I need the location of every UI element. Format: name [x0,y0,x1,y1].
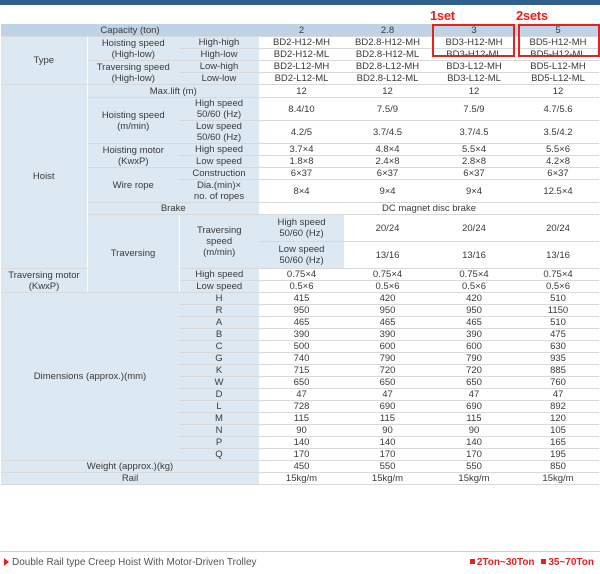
dimension-value: 650 [259,377,344,389]
speed-value: 3.7/4.5 [431,121,517,144]
speed-value: 13/16 [431,242,517,269]
maxlift-row [1,85,599,98]
maxlift-label: Max.lift (m) [87,85,259,98]
model-code: BD2.8-H12-MH [344,37,431,49]
speed-sub-label: Low speed 50/60 (Hz) [259,242,344,269]
motor-value: 0.5×6 [517,281,599,293]
traversing-speed-label: Traversing speed (High-low) [87,61,179,85]
speed-value: 8.4/10 [259,98,344,121]
speed-value: 20/24 [344,215,431,242]
dimension-value: 690 [431,401,517,413]
speed-mode-label: High-low [179,49,259,61]
dimension-value: 390 [431,329,517,341]
hoisting-motor-label: Hoisting motor (KwxP) [87,144,179,168]
dimension-value: 950 [344,305,431,317]
speed-value: 4.7/5.6 [517,98,599,121]
speed-value: 4.2/5 [259,121,344,144]
footer-bar [0,551,600,574]
dimension-key: H [179,293,259,305]
dimension-value: 165 [517,437,599,449]
dimension-value: 140 [259,437,344,449]
dimension-value: 510 [517,317,599,329]
dimension-value: 1150 [517,305,599,317]
wire-value: 6×37 [431,168,517,180]
maxlift-value: 12 [344,85,431,98]
dimension-value: 475 [517,329,599,341]
speed-sub-label: High speed 50/60 (Hz) [179,98,259,121]
motor-value: 3.7×4 [259,144,344,156]
motor-sub-label: High speed [179,269,259,281]
dimension-key: L [179,401,259,413]
footer-range-1: 2Ton~30Ton [476,557,535,568]
motor-value: 2.8×8 [431,156,517,168]
dimension-key: C [179,341,259,353]
square-bullet-icon [541,559,546,564]
dimension-value: 90 [259,425,344,437]
footer-range-legend [466,557,594,568]
wire-value: 6×37 [517,168,599,180]
hoisting-motor-row [1,144,599,156]
motor-value: 1.8×8 [259,156,344,168]
motor-value: 4.8×4 [344,144,431,156]
dimension-value: 170 [344,449,431,461]
maxlift-value: 12 [431,85,517,98]
model-code: BD2-H12-ML [259,49,344,61]
dimension-value: 415 [259,293,344,305]
dimension-value: 120 [517,413,599,425]
dimension-value: 720 [344,365,431,377]
weight-value: 850 [517,461,599,473]
square-bullet-icon [470,559,475,564]
dimension-value: 650 [344,377,431,389]
traversing-motor-label: Traversing motor (KwxP) [1,269,87,293]
motor-value: 0.5×6 [344,281,431,293]
motor-value: 2.4×8 [344,156,431,168]
capacity-value: 2 [259,24,344,37]
motor-sub-label: Low speed [179,281,259,293]
dimension-value: 950 [431,305,517,317]
capacity-value: 3 [431,24,517,37]
annotation-1set: 1set [430,8,455,23]
wire-value: 6×37 [259,168,344,180]
rail-row [1,473,599,485]
dimension-value: 600 [431,341,517,353]
dimension-value: 465 [259,317,344,329]
traversing-speed-mmin-label: Traversing speed (m/min) [179,215,259,269]
model-code: BD5-H12-MH [517,37,599,49]
dimension-value: 47 [517,389,599,401]
dimension-value: 170 [259,449,344,461]
top-accent-bar [0,0,600,5]
dimension-value: 390 [259,329,344,341]
dimension-key: P [179,437,259,449]
rail-value: 15kg/m [344,473,431,485]
capacity-value: 5 [517,24,599,37]
dimension-value: 760 [517,377,599,389]
dimension-value: 935 [517,353,599,365]
capacity-label: Capacity (ton) [1,24,259,37]
wire-value: 12.5×4 [517,180,599,203]
dimension-value: 950 [259,305,344,317]
dimension-value: 47 [344,389,431,401]
speed-value: 20/24 [431,215,517,242]
dimension-value: 510 [517,293,599,305]
dimension-value: 115 [259,413,344,425]
speed-value: 13/16 [517,242,599,269]
dimension-key: W [179,377,259,389]
motor-sub-label: High speed [179,144,259,156]
dimension-value: 740 [259,353,344,365]
model-code: BD5-L12-ML [517,73,599,85]
wire-rope-label: Wire rope [87,168,179,203]
hoisting-speed-label: Hoisting speed (High-low) [87,37,179,61]
weight-value: 450 [259,461,344,473]
wire-sub-label: Dia.(min)× no. of ropes [179,180,259,203]
model-code: BD2-L12-MH [259,61,344,73]
weight-row [1,461,599,473]
wire-value: 6×37 [344,168,431,180]
triangle-bullet-icon [4,558,9,566]
wire-value: 8×4 [259,180,344,203]
dimension-value: 47 [259,389,344,401]
rail-label: Rail [1,473,259,485]
dimension-value: 720 [431,365,517,377]
speed-mode-label: Low-high [179,61,259,73]
dimension-value: 90 [344,425,431,437]
dimension-value: 170 [431,449,517,461]
dimension-key: B [179,329,259,341]
speed-value: 3.5/4.2 [517,121,599,144]
type-group-label: Type [1,37,87,85]
motor-value: 0.75×4 [259,269,344,281]
specification-table [1,24,599,485]
dimension-key: Q [179,449,259,461]
dimension-value: 140 [431,437,517,449]
annotation-2sets: 2sets [516,8,548,23]
dimension-value: 790 [344,353,431,365]
highlight-box-2sets [518,24,600,57]
brake-value: DC magnet disc brake [259,203,599,215]
speed-value: 7.5/9 [431,98,517,121]
dimension-value: 650 [431,377,517,389]
model-code: BD3-L12-ML [431,73,517,85]
maxlift-value: 12 [517,85,599,98]
dimension-row [1,293,599,305]
dimension-value: 140 [344,437,431,449]
wire-value: 9×4 [344,180,431,203]
brake-label: Brake [87,203,259,215]
dimension-key: A [179,317,259,329]
speed-value: 7.5/9 [344,98,431,121]
dimensions-label: Dimensions (approx.)(mm) [1,293,179,461]
dimension-key: D [179,389,259,401]
dimension-value: 195 [517,449,599,461]
model-code: BD3-L12-MH [431,61,517,73]
hoisting-speed-mmin-label: Hoisting speed (m/min) [87,98,179,144]
speed-value: 3.7/4.5 [344,121,431,144]
wire-rope-row [1,168,599,180]
traversing-group-label: Traversing [87,215,179,293]
dimension-key: M [179,413,259,425]
type-row [1,61,599,73]
speed-sub-label: Low speed 50/60 (Hz) [179,121,259,144]
dimension-value: 715 [259,365,344,377]
dimension-key: K [179,365,259,377]
weight-label: Weight (approx.)(kg) [1,461,259,473]
model-code: BD3-H12-MH [431,37,517,49]
motor-value: 4.2×8 [517,156,599,168]
footer-caption [4,557,257,568]
speed-value: 20/24 [517,215,599,242]
dimension-value: 790 [431,353,517,365]
dimension-value: 420 [431,293,517,305]
model-code: BD2.8-L12-MH [344,61,431,73]
wire-value: 9×4 [431,180,517,203]
speed-mode-label: Low-low [179,73,259,85]
model-code: BD2-L12-ML [259,73,344,85]
model-code: BD5-H12-ML [517,49,599,61]
dimension-value: 465 [431,317,517,329]
dimension-key: R [179,305,259,317]
dimension-value: 115 [344,413,431,425]
rail-value: 15kg/m [517,473,599,485]
hoist-group-label: Hoist [1,85,87,269]
dimension-key: N [179,425,259,437]
speed-sub-label: High speed 50/60 (Hz) [259,215,344,242]
dimension-value: 690 [344,401,431,413]
dimension-value: 465 [344,317,431,329]
motor-value: 5.5×4 [431,144,517,156]
highlight-box-1set [432,24,515,57]
dimension-value: 105 [517,425,599,437]
motor-value: 0.75×4 [517,269,599,281]
model-code: BD2.8-L12-ML [344,73,431,85]
dimension-value: 90 [431,425,517,437]
weight-value: 550 [431,461,517,473]
model-code: BD2.8-H12-ML [344,49,431,61]
model-code: BD2-H12-MH [259,37,344,49]
dimension-value: 728 [259,401,344,413]
motor-value: 0.5×6 [259,281,344,293]
dimension-value: 892 [517,401,599,413]
motor-value: 5.5×6 [517,144,599,156]
dimension-value: 420 [344,293,431,305]
motor-value: 0.5×6 [431,281,517,293]
dimension-value: 600 [344,341,431,353]
dimension-value: 500 [259,341,344,353]
dimension-value: 390 [344,329,431,341]
footer-range-2: 35~70Ton [548,557,594,568]
traversing-speed-row [1,215,599,242]
hoisting-speed-row [1,98,599,121]
motor-value: 0.75×4 [431,269,517,281]
rail-value: 15kg/m [259,473,344,485]
rail-value: 15kg/m [431,473,517,485]
capacity-value: 2.8 [344,24,431,37]
weight-value: 550 [344,461,431,473]
dimension-value: 630 [517,341,599,353]
dimension-value: 115 [431,413,517,425]
dimension-value: 885 [517,365,599,377]
dimension-value: 47 [431,389,517,401]
motor-sub-label: Low speed [179,156,259,168]
speed-mode-label: High-high [179,37,259,49]
footer-caption-text: Double Rail type Creep Hoist With Motor-Driven Trolley [12,557,257,568]
wire-sub-label: Construction [179,168,259,180]
brake-row [1,203,599,215]
motor-value: 0.75×4 [344,269,431,281]
model-code: BD5-L12-MH [517,61,599,73]
dimension-key: G [179,353,259,365]
maxlift-value: 12 [259,85,344,98]
speed-value: 13/16 [344,242,431,269]
model-code: BD3-H12-ML [431,49,517,61]
